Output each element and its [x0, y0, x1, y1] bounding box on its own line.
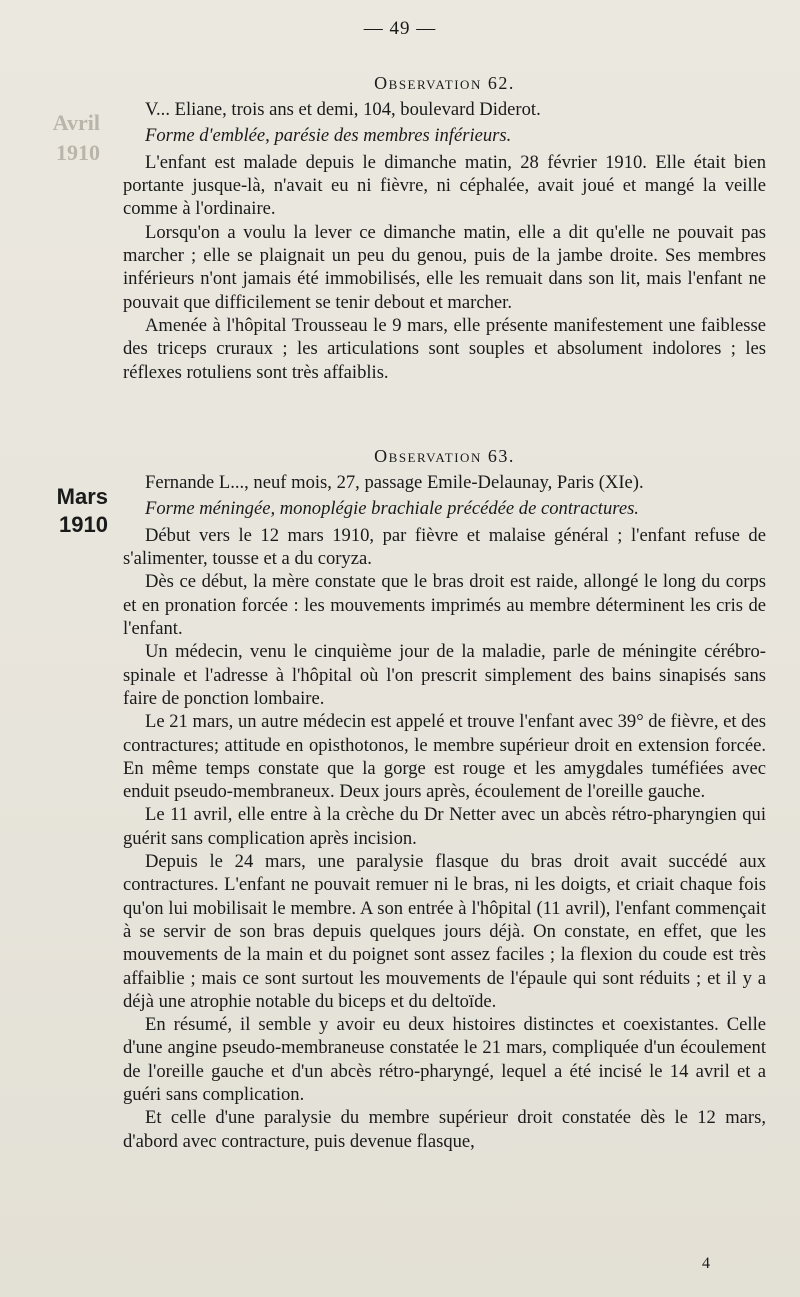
signature-mark: 4 — [702, 1255, 710, 1272]
observation-62-patient: V... Eliane, trois ans et demi, 104, boulevard Diderot. — [145, 99, 541, 121]
observation-62 — [123, 72, 766, 384]
observation-63-patient: Fernande L..., neuf mois, 27, passage Emile-Delaunay, Paris (XIe). — [145, 472, 644, 494]
observation-62-title: Observation 62. — [374, 73, 515, 93]
observation-63-form: Forme méningée, monoplégie brachiale précédée de contractures. — [145, 497, 639, 519]
observation-62-paragraph-1: L'enfant est malade depuis le dimanche matin, 28 février 1910. Elle était bien portante jusque-là, n'avait eu ni fièvre, ni céphalée, avait joué et mangé la veille comme à l'ordinaire. — [123, 151, 766, 220]
observation-63-paragraph-5: Le 11 avril, elle entre à la crèche du Dr Netter avec un abcès rétro-pharyngien qui guérit sans complication après incision. — [123, 804, 766, 849]
observation-63-paragraph-1: Début vers le 12 mars 1910, par fièvre et malaise général ; l'enfant refuse de s'alimenter, tousse et a du coryza. — [123, 524, 766, 570]
page-number: — 49 — — [363, 18, 437, 39]
observation-63-paragraph-3: Un médecin, venu le cinquième jour de la maladie, parle de méningite cérébro-spinale et l'adresse à l'hôpital où l'on prescrit simplement des bains sinapisés sans faire de ponction lombaire. — [123, 641, 766, 709]
observation-63-paragraph-7: En résumé, il semble y avoir eu deux histoires distinctes et coexistantes. Celle d'une angine pseudo-membraneuse constatée le 21 mars, compliquée d'un écoulement de l'oreille gauche et d'un abcès rétro-pharyngé, lequel a été incisé le 14 avril et a guéri sans complication. — [123, 1014, 766, 1106]
observation-63-paragraph-4: Le 21 mars, un autre médecin est appelé et trouve l'enfant avec 39° de fièvre, et des contractures; attitude en opisthotonos, le membre supérieur droit en extension forcée. En même temps constate que la gorge est rouge et les amygdales tuméfiées avec enduit pseudo-membraneux. Deux jours après, écoulement de l'oreille gauche. — [123, 711, 767, 803]
show-through-date: Avril 1910 — [52, 110, 100, 165]
observation-63-paragraph-8: Et celle d'une paralysie du membre supérieur droit constatée dès le 12 mars, d'abord avec contracture, puis devenue flasque, — [123, 1107, 766, 1152]
observation-62-form: Forme d'emblée, parésie des membres inférieurs. — [145, 124, 512, 146]
observation-63-paragraph-2: Dès ce début, la mère constate que le bras droit est raide, allongé le long du corps et en pronation forcée : les mouvements imprimés au membre déterminent les cris de l'enfant. — [123, 571, 766, 640]
observation-63-paragraph-6: Depuis le 24 mars, une paralysie flasque du bras droit avait succédé aux contractures. L'enfant ne pouvait remuer ni le bras, ni les doigts, et criait chaque fois qu'on lui mobilisait le membre. A son entrée à l'hôpital (11 avril), l'enfant commençait à se servir de son bras depuis quelques jours déjà. On constate, en effet, que les mouvements de la main et du poignet sont assez faciles ; la flexion du coude est très affaiblie ; mais ce sont surtout les mouvements de l'épaule qui sont réduits ; et il y a déjà une atrophie notable du biceps et du deltoïde. — [123, 851, 766, 1012]
margin-date-mars-1910: Mars 1910 — [56, 484, 108, 537]
observation-62-paragraph-2: Lorsqu'on a voulu la lever ce dimanche matin, elle a dit qu'elle ne pouvait pas marcher ; elle se plaignait un peu du genou, puis de la jambe droite. Ses membres inférieurs n'ont jamais été immobilisés, elle les remuait dans son lit, mais l'enfant ne pouvait que difficilement se tenir debout et marcher. — [123, 221, 766, 313]
observation-63 — [123, 445, 766, 1153]
observation-63-title: Observation 63. — [374, 446, 515, 466]
observation-62-paragraph-3: Amenée à l'hôpital Trousseau le 9 mars, elle présente manifestement une faiblesse des triceps cruraux ; les articulations sont souples et absolument indolores ; les réflexes rotuliens sont très affaiblis. — [123, 314, 766, 383]
